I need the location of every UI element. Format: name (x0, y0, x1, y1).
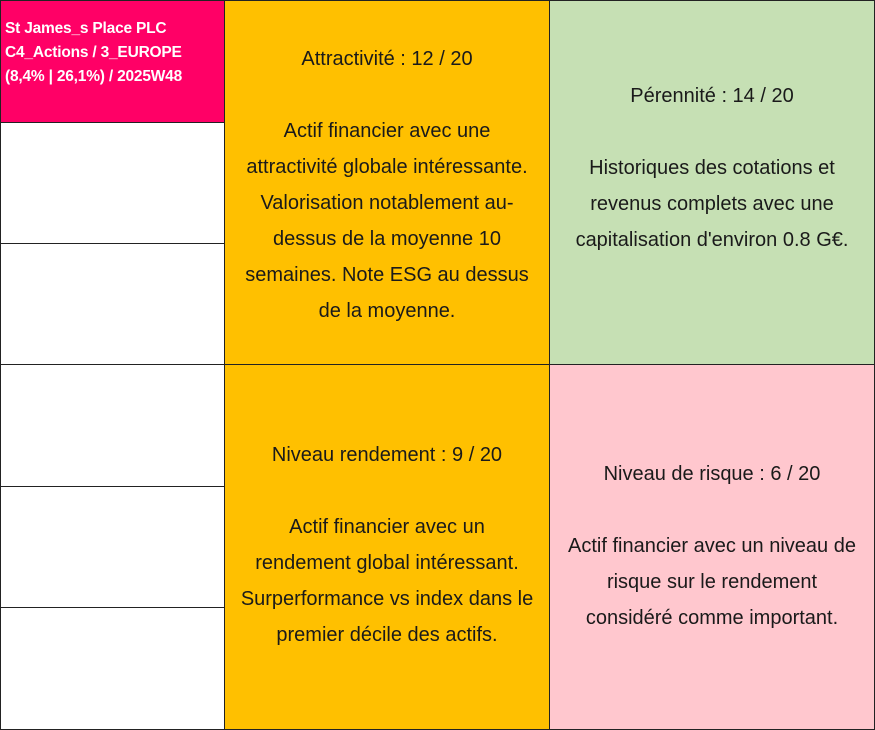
attractivite-title: Attractivité : 12 / 20 (301, 47, 473, 70)
asset-header (0, 0, 225, 123)
attractivite-line: Valorisation notablement au- (260, 191, 514, 214)
blank-cell-5 (0, 607, 225, 730)
blank-cell-3 (0, 364, 225, 487)
blank-cell-1 (0, 122, 225, 244)
blank-cell-4 (0, 486, 225, 608)
risque-line: considéré comme important. (585, 607, 839, 629)
risque-title: Niveau de risque : 6 / 20 (603, 463, 821, 485)
rendement-line: rendement global intéressant. (255, 552, 519, 574)
rendement-line: premier décile des actifs. (276, 624, 498, 646)
perennite-line: Historiques des cotations et (589, 156, 835, 179)
perennite-panel (549, 0, 875, 365)
attractivite-line: attractivité globale intéressante. (246, 155, 528, 178)
perennite-title: Pérennité : 14 / 20 (630, 84, 794, 107)
perennite-line: capitalisation d'environ 0.8 G€. (575, 228, 849, 251)
risque-line: Actif financier avec un niveau de (568, 535, 856, 557)
attractivite-line: Actif financier avec une (283, 119, 491, 142)
attractivite-line: dessus de la moyenne 10 (273, 227, 501, 250)
risque-panel (549, 364, 875, 730)
rendement-line: Actif financier avec un (289, 516, 485, 538)
rendement-panel (224, 364, 550, 730)
blank-cell-2 (0, 243, 225, 365)
rendement-title: Niveau rendement : 9 / 20 (271, 444, 503, 466)
rendement-line: Surperformance vs index dans le (240, 588, 534, 610)
asset-category: C4_Actions / 3_EUROPE (5, 44, 182, 61)
attractivite-line: de la moyenne. (318, 299, 456, 322)
perennite-line: revenus complets avec une (590, 192, 834, 215)
attractivite-line: semaines. Note ESG au dessus (245, 263, 529, 286)
asset-stats: (8,4% | 26,1%) / 2025W48 (5, 68, 183, 85)
asset-name: St James_s Place PLC (5, 20, 167, 37)
attractivite-panel (224, 0, 550, 365)
risque-line: risque sur le rendement (606, 571, 818, 593)
